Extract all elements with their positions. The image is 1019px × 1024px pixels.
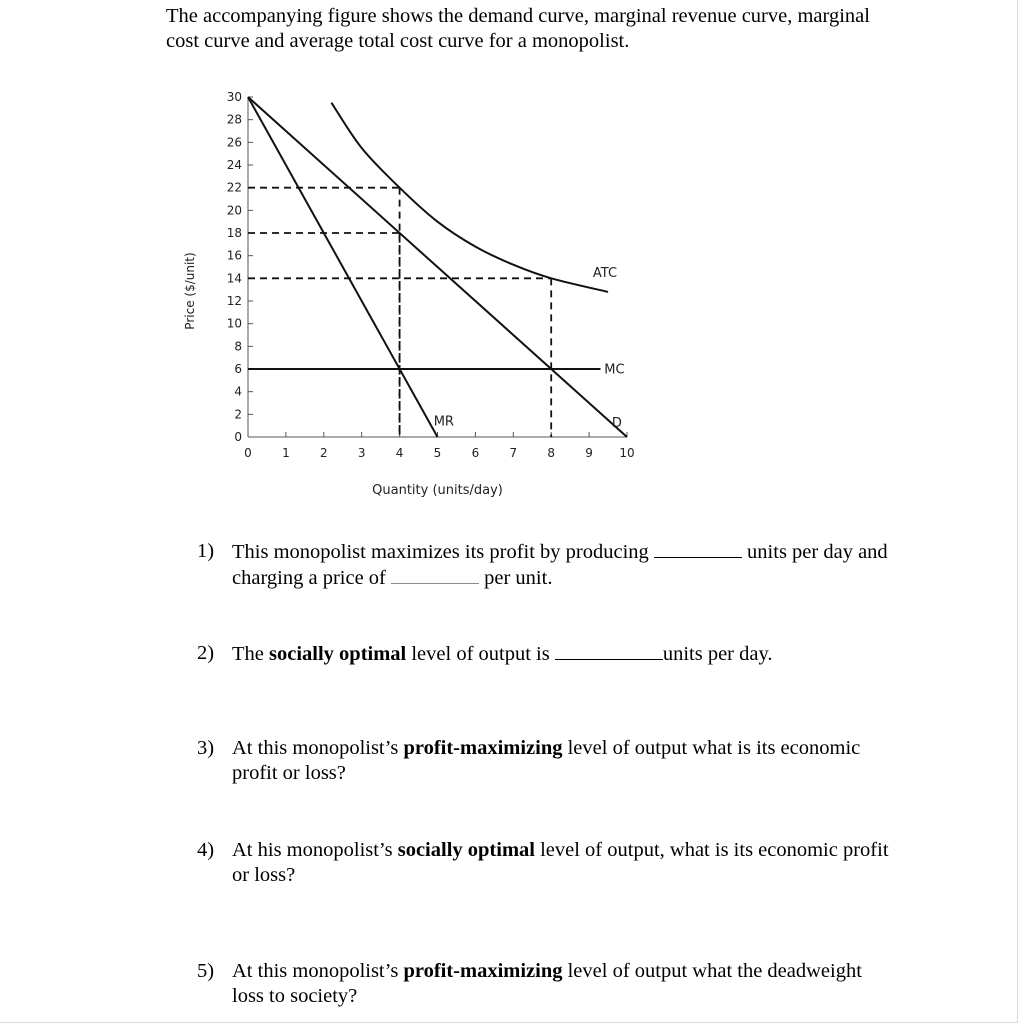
answer-blank-price[interactable] (391, 565, 479, 584)
question-text: units per day. (662, 643, 773, 665)
question-emphasis: socially optimal (397, 839, 535, 861)
question-text: charging a price of (232, 567, 386, 589)
y-tick-label: 26 (226, 135, 242, 150)
y-axis-title: Price ($/unit) (183, 252, 197, 330)
axes (183, 90, 635, 498)
y-tick-label: 22 (226, 180, 242, 195)
label-atc: ATC (592, 266, 618, 282)
question-text: At this monopolist’s (232, 737, 399, 759)
curve-d (248, 97, 627, 437)
question-emphasis: profit-maximizing (403, 737, 563, 759)
y-tick-label: 10 (226, 316, 242, 331)
monopoly-chart (180, 85, 650, 510)
question-text: units per day and (747, 541, 888, 563)
label-d: D (611, 415, 622, 431)
intro-text (166, 4, 966, 54)
question-text: level of output what the deadweight (567, 960, 862, 982)
y-tick-label: 4 (234, 384, 242, 399)
x-tick-label: 7 (509, 446, 518, 460)
x-tick-label: 4 (395, 446, 404, 460)
question-text: profit or loss? (232, 762, 346, 784)
intro-line-1: The accompanying figure shows the demand curve, marginal revenue curve, marginal (166, 5, 870, 27)
x-tick-label: 8 (547, 446, 556, 460)
intro-line-2: cost curve and average total cost curve for a monopolist. (166, 30, 630, 52)
y-tick-label: 28 (226, 112, 242, 127)
y-tick-label: 16 (226, 248, 242, 263)
question-text: At this monopolist’s (232, 960, 399, 982)
y-tick-label: 30 (226, 90, 242, 104)
y-tick-label: 24 (226, 158, 242, 172)
label-mr: MR (433, 414, 454, 430)
question-text: level of output what is its economic (567, 737, 861, 759)
question-text: loss to society? (232, 985, 358, 1007)
x-tick-label: 6 (471, 446, 480, 460)
x-tick-label: 0 (244, 446, 252, 460)
question-number: 4) (197, 839, 215, 861)
curve-mr (248, 97, 438, 437)
y-tick-label: 20 (226, 203, 242, 218)
y-tick-label: 2 (234, 407, 242, 422)
label-mc: MC (604, 362, 625, 378)
x-tick-label: 2 (319, 446, 328, 460)
question-text: At his monopolist’s (232, 839, 393, 861)
question-number: 2) (197, 642, 215, 664)
question-text: level of output, what is its economic profit (540, 839, 889, 861)
question-emphasis: socially optimal (269, 643, 407, 665)
y-tick-label: 18 (226, 226, 242, 240)
question-number: 3) (197, 737, 215, 759)
y-tick-label: 0 (234, 430, 242, 444)
y-tick-label: 14 (226, 271, 242, 286)
y-tick-label: 8 (234, 339, 242, 354)
answer-blank-quantity[interactable] (654, 539, 742, 558)
y-tick-label: 6 (234, 362, 242, 376)
curve-atc (331, 103, 608, 292)
question-number: 5) (197, 960, 215, 982)
question-text: per unit. (484, 567, 553, 589)
question-number: 1) (197, 540, 215, 562)
guide-lines (248, 188, 551, 437)
question-text: or loss? (232, 864, 296, 886)
x-tick-label: 10 (619, 446, 635, 460)
question-text: This monopolist maximizes its profit by producing (232, 541, 649, 563)
x-tick-label: 1 (282, 446, 290, 460)
question-text: level of output is (411, 643, 550, 665)
x-tick-label: 3 (357, 446, 366, 460)
answer-blank-optimal-output[interactable] (555, 641, 663, 660)
y-tick-label: 12 (226, 294, 242, 308)
x-axis-title: Quantity (units/day) (372, 483, 503, 498)
question-emphasis: profit-maximizing (403, 960, 563, 982)
curves (248, 97, 627, 437)
question-text: The (232, 643, 264, 665)
x-tick-label: 9 (585, 446, 593, 460)
x-tick-label: 5 (433, 446, 442, 460)
